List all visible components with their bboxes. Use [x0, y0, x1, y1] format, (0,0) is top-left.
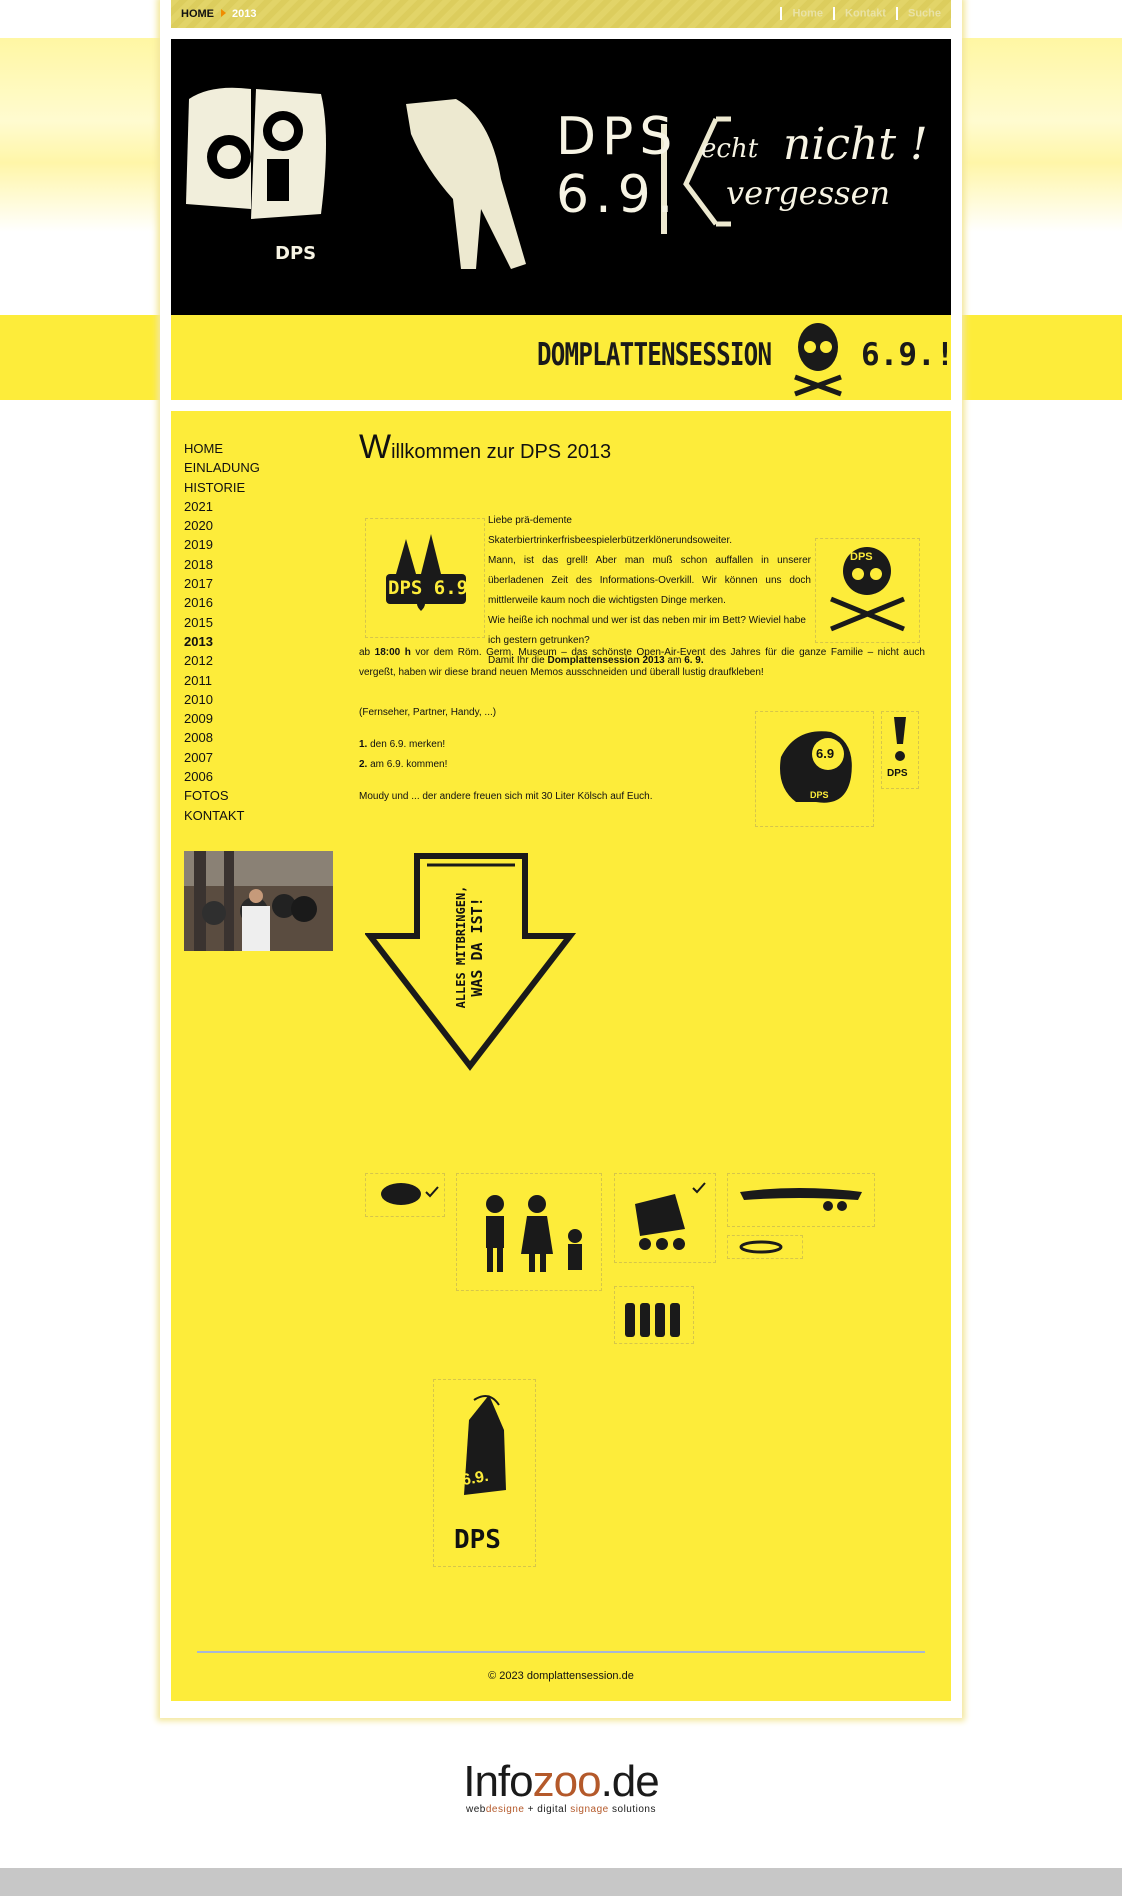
- breadcrumb: [181, 8, 256, 20]
- event-text: ab 18:00 h vor dem Röm. Germ. Museum – das schönste Open-Air-Event des Jahres für die ganze Familie – nicht auch vergeßt, haben wir diese brand neuen Memos ausschneiden und überall lustig draufkleben!: [359, 647, 925, 678]
- sidebar-item-2019[interactable]: 2019: [184, 537, 213, 553]
- sidebar-item-2009[interactable]: 2009: [184, 711, 213, 727]
- sidebar-item-kontakt[interactable]: KONTAKT: [184, 807, 245, 823]
- sticker-skate-check: [614, 1173, 716, 1263]
- sidebar-item-2016[interactable]: 2016: [184, 595, 213, 611]
- divider: [833, 7, 835, 20]
- intro-date-line: Damit Ihr die Domplattensession 2013 am 6. 9.: [488, 655, 704, 666]
- infozoo-credit[interactable]: [0, 1757, 1122, 1815]
- sidebar-item-2013[interactable]: 2013: [184, 633, 213, 649]
- top-links: [770, 7, 941, 20]
- breadcrumb-bar: [171, 0, 951, 28]
- banner-69-logo: [186, 88, 326, 219]
- step-2: 2. am 6.9. kommen!: [359, 759, 448, 770]
- sidebar-item-historie[interactable]: HISTORIE: [184, 479, 246, 495]
- page-title: Willkommen zur DPS 2013: [359, 428, 612, 466]
- sidebar-item-home[interactable]: HOME: [184, 441, 223, 456]
- top-link-home[interactable]: Home: [792, 7, 824, 20]
- event-note: (Fernseher, Partner, Handy, ...): [359, 707, 497, 718]
- infozoo-logo: Infozoo.de: [463, 1757, 659, 1806]
- sidebar-item-2011[interactable]: 2011: [184, 672, 212, 688]
- footer-copyright: © 2023 domplattensession.de: [488, 1670, 634, 1682]
- site-wordmark-date: 6.9.!: [861, 337, 955, 373]
- banner-logo-small: DPS: [275, 243, 317, 264]
- page-bottom-bar: [0, 1868, 1122, 1896]
- closing-text: Moudy und ... der andere freuen sich mit 30 Liter Kölsch auf Euch.: [359, 791, 653, 802]
- sidebar-photo[interactable]: [184, 851, 333, 951]
- main-content: [359, 428, 923, 468]
- sticker-longboard-check: [727, 1173, 875, 1227]
- sticker-skull-skateboard: DPS: [815, 538, 920, 643]
- sticker-face-69: 6.9 DPS: [755, 711, 874, 827]
- arrow-sticker: ALLES MITBRINGEN, WAS DA IST!: [365, 851, 577, 1071]
- sticker-frisbee-check: [365, 1173, 445, 1217]
- step-1: 1. den 6.9. merken!: [359, 739, 446, 750]
- breadcrumb-home-link[interactable]: HOME: [181, 8, 214, 20]
- site-wordmark: DOMPLATTENSESSION: [537, 337, 772, 373]
- banner-echt: echt: [701, 134, 759, 164]
- sidebar-item-2021[interactable]: 2021: [184, 498, 213, 514]
- sticker-pan-check: [727, 1235, 803, 1259]
- sidebar-item-2012[interactable]: 2012: [184, 653, 213, 669]
- sidebar-item-2017[interactable]: 2017: [184, 576, 213, 592]
- sidebar-nav: [184, 439, 344, 825]
- divider: [896, 7, 898, 20]
- breadcrumb-arrow-icon: [221, 9, 226, 17]
- sidebar-item-2018[interactable]: 2018: [184, 556, 213, 572]
- sticker-exclamation: DPS: [881, 711, 919, 789]
- banner-nicht: nicht !: [783, 119, 928, 170]
- sidebar-item-2008[interactable]: 2008: [184, 730, 213, 746]
- sidebar-item-fotos[interactable]: FOTOS: [184, 788, 229, 804]
- banner-vergessen: vergessen: [726, 174, 891, 212]
- sticker-family-check: [456, 1173, 602, 1291]
- top-link-kontakt[interactable]: Kontakt: [845, 7, 886, 20]
- sidebar-item-2010[interactable]: 2010: [184, 691, 213, 707]
- banner-dps: DPS: [556, 107, 679, 167]
- skull-crossbones-icon: [793, 319, 843, 397]
- sticker-beer-bottles-check: [614, 1286, 694, 1344]
- footer-divider: [197, 1651, 925, 1653]
- infozoo-tagline: webdesigne + digital signage solutions: [466, 1804, 656, 1815]
- breadcrumb-current: 2013: [232, 8, 257, 20]
- intro-paragraph: Mann, ist das grell! Aber man muß schon auffallen in unserer überladenen Zeit des Informations-Overkill. Wir können uns doch mittlerweile kaum noch die wichtigsten Dinge merken.: [488, 555, 811, 606]
- banner-hand-icon: [406, 99, 526, 269]
- sidebar-item-2006[interactable]: 2006: [184, 769, 213, 785]
- header-banner: [171, 39, 951, 315]
- sticker-dps-tents: DPS 6.9: [365, 518, 485, 638]
- sidebar-item-2007[interactable]: 2007: [184, 749, 213, 765]
- intro-greeting: Liebe prä-demente Skaterbiertrinkerfrisbeespielerbützerklönerundsoweiter.: [488, 515, 733, 546]
- intro-question: Wie heiße ich nochmal und wer ist das neben mir im Bett? Wieviel habe ich gestern getrunken?: [488, 615, 806, 646]
- sidebar-item-2015[interactable]: 2015: [184, 614, 213, 630]
- banner-date: 6.9.: [556, 165, 680, 225]
- divider: [780, 7, 782, 20]
- content-panel: [171, 411, 951, 1701]
- sidebar-item-2020[interactable]: 2020: [184, 518, 213, 534]
- top-link-suche[interactable]: Suche: [907, 7, 941, 20]
- sidebar-item-einladung[interactable]: EINLADUNG: [184, 460, 260, 476]
- event-list: [359, 703, 659, 807]
- sticker-finger-string: 6.9. DPS: [433, 1379, 536, 1567]
- header-subbanner: [171, 315, 955, 400]
